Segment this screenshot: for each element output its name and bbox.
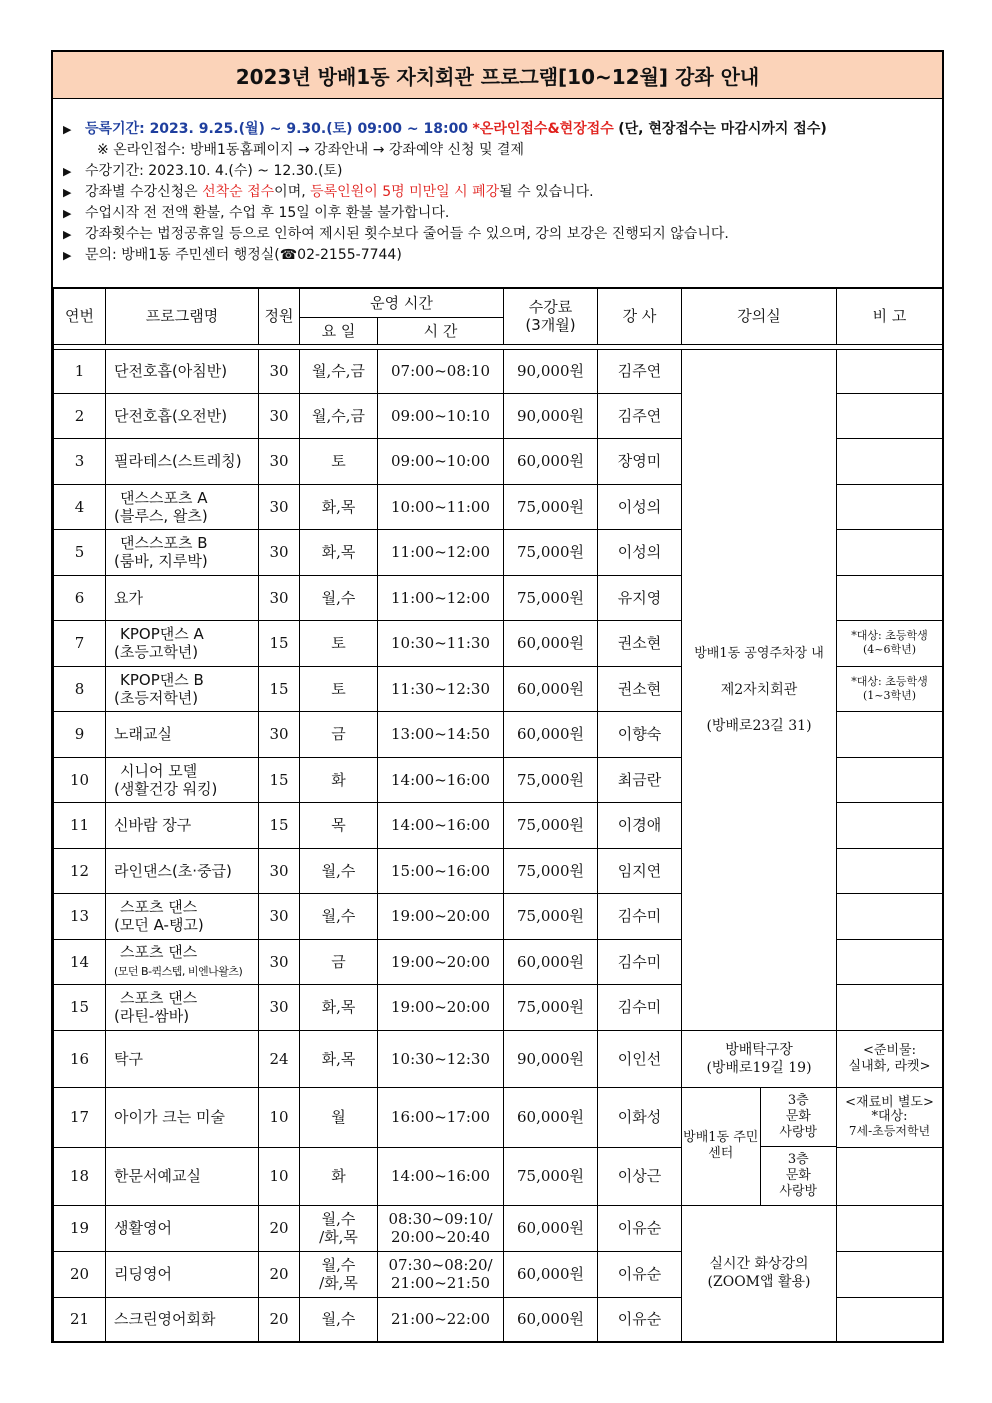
row-teacher: 이유순 bbox=[598, 1297, 682, 1341]
header-teacher: 강 사 bbox=[598, 289, 682, 344]
row-no: 5 bbox=[54, 529, 106, 575]
row-capacity: 20 bbox=[259, 1297, 300, 1341]
row-teacher: 이화성 bbox=[598, 1087, 682, 1147]
row-time: 07:00~08:10 bbox=[378, 349, 504, 393]
program-table bbox=[53, 289, 943, 1342]
row-program: 신바람 장구 bbox=[106, 802, 259, 848]
row-program: 아이가 크는 미술 bbox=[106, 1087, 259, 1147]
row-day: 월,수 /화,목 bbox=[300, 1205, 378, 1251]
row-capacity: 10 bbox=[259, 1147, 300, 1205]
row-capacity: 30 bbox=[259, 984, 300, 1030]
row-capacity: 30 bbox=[259, 711, 300, 757]
row-time: 11:30~12:30 bbox=[378, 666, 504, 711]
row-capacity: 15 bbox=[259, 666, 300, 711]
row-capacity: 30 bbox=[259, 939, 300, 984]
row-no: 3 bbox=[54, 438, 106, 484]
row-program: 라인댄스(초·중급) bbox=[106, 848, 259, 893]
room-culture: 3층 문화 사랑방 bbox=[779, 1151, 818, 1199]
header-program: 프로그램명 bbox=[106, 289, 259, 344]
header-day: 요 일 bbox=[300, 317, 378, 344]
header-no: 연번 bbox=[54, 289, 106, 344]
row-teacher: 이유순 bbox=[598, 1251, 682, 1297]
row-capacity: 30 bbox=[259, 349, 300, 393]
row-day: 화,목 bbox=[300, 1030, 378, 1087]
row-note bbox=[837, 939, 943, 984]
room-zoom: 실시간 화상강의 (ZOOM앱 활용) bbox=[682, 1205, 837, 1341]
bullet-triangle-icon: ▶ bbox=[63, 228, 72, 241]
row-fee: 75,000원 bbox=[504, 848, 598, 893]
row-time: 14:00~16:00 bbox=[378, 802, 504, 848]
row-program: 스크린영어회화 bbox=[106, 1297, 259, 1341]
row-fee: 60,000원 bbox=[504, 438, 598, 484]
row-teacher: 이향숙 bbox=[598, 711, 682, 757]
row-time: 11:00~12:00 bbox=[378, 529, 504, 575]
row-note bbox=[837, 984, 943, 1030]
row-time: 19:00~20:00 bbox=[378, 893, 504, 939]
row-note bbox=[837, 893, 943, 939]
row-day: 월,수 bbox=[300, 848, 378, 893]
row-teacher: 김주연 bbox=[598, 393, 682, 438]
row-no: 17 bbox=[54, 1087, 106, 1147]
row-no: 16 bbox=[54, 1030, 106, 1087]
row-capacity: 20 bbox=[259, 1205, 300, 1251]
row-day: 월,수,금 bbox=[300, 393, 378, 438]
row-fee: 75,000원 bbox=[504, 1147, 598, 1205]
notice-holiday: ▶ 강좌횟수는 법정공휴일 등으로 인하여 제시된 횟수보다 줄어들 수 있으며, 강의 보강은 진행되지 않습니다. bbox=[63, 224, 942, 245]
row-day: 화 bbox=[300, 757, 378, 802]
row-note bbox=[837, 349, 943, 393]
row-no: 1 bbox=[54, 349, 106, 393]
row-program: 노래교실 bbox=[106, 711, 259, 757]
row-program: 탁구 bbox=[106, 1030, 259, 1087]
row-capacity: 10 bbox=[259, 1087, 300, 1147]
row-note: <재료비 별도> *대상: 7세-초등저학년 bbox=[837, 1087, 943, 1147]
row-note bbox=[837, 393, 943, 438]
row-day: 토 bbox=[300, 438, 378, 484]
page-title: 2023년 방배1동 자치회관 프로그램[10~12월] 강좌 안내 bbox=[53, 52, 942, 99]
row-no: 15 bbox=[54, 984, 106, 1030]
row-capacity: 30 bbox=[259, 438, 300, 484]
row-fee: 75,000원 bbox=[504, 984, 598, 1030]
announcement-sheet bbox=[51, 50, 944, 1343]
row-fee: 60,000원 bbox=[504, 711, 598, 757]
row-note bbox=[837, 711, 943, 757]
header-fee: 수강료 (3개월) bbox=[504, 289, 598, 344]
row-teacher: 이경애 bbox=[598, 802, 682, 848]
row-fee: 90,000원 bbox=[504, 349, 598, 393]
row-day: 목 bbox=[300, 802, 378, 848]
row-note bbox=[837, 1297, 943, 1341]
header-room: 강의실 bbox=[682, 289, 837, 344]
row-fee: 75,000원 bbox=[504, 484, 598, 529]
row-program: 단전호흡(오전반) bbox=[106, 393, 259, 438]
row-day: 토 bbox=[300, 620, 378, 666]
row-no: 21 bbox=[54, 1297, 106, 1341]
row-capacity: 15 bbox=[259, 757, 300, 802]
row-teacher: 임지연 bbox=[598, 848, 682, 893]
row-teacher: 이성의 bbox=[598, 529, 682, 575]
row-fee: 75,000원 bbox=[504, 575, 598, 620]
notice-list bbox=[53, 99, 942, 289]
row-fee: 90,000원 bbox=[504, 393, 598, 438]
row-day: 금 bbox=[300, 711, 378, 757]
row-fee: 75,000원 bbox=[504, 802, 598, 848]
row-note: *대상: 초등학생 (4~6학년) bbox=[837, 620, 943, 666]
row-note bbox=[837, 438, 943, 484]
row-teacher: 장영미 bbox=[598, 438, 682, 484]
row-day: 금 bbox=[300, 939, 378, 984]
row-no: 4 bbox=[54, 484, 106, 529]
row-program: 스포츠 댄스 (모던 A-탱고) bbox=[106, 893, 259, 939]
row-fee: 75,000원 bbox=[504, 529, 598, 575]
row-time: 09:00~10:00 bbox=[378, 438, 504, 484]
row-teacher: 이성의 bbox=[598, 484, 682, 529]
row-capacity: 30 bbox=[259, 393, 300, 438]
row-no: 13 bbox=[54, 893, 106, 939]
row-capacity: 30 bbox=[259, 575, 300, 620]
row-capacity: 30 bbox=[259, 484, 300, 529]
room-main: 방배1동 공영주차장 내 제2자치회관 (방배로23길 31) bbox=[682, 349, 837, 1030]
row-teacher: 김수미 bbox=[598, 893, 682, 939]
row-fee: 90,000원 bbox=[504, 1030, 598, 1087]
row-note bbox=[837, 1251, 943, 1297]
row-program: 스포츠 댄스 (라틴-쌈바) bbox=[106, 984, 259, 1030]
header-time-group: 운영 시간 bbox=[300, 289, 504, 317]
row-note: *대상: 초등학생 (1~3학년) bbox=[837, 666, 943, 711]
row-no: 11 bbox=[54, 802, 106, 848]
room-culture: 3층 문화 사랑방 bbox=[760, 1088, 836, 1147]
notice-first-come: ▶ 강좌별 수강신청은 선착순 접수이며, 등록인원이 5명 미만일 시 폐강될 수 있습니다. bbox=[63, 182, 942, 203]
notice-period: ▶ 수강기간: 2023.10. 4.(수) ~ 12.30.(토) bbox=[63, 161, 942, 182]
row-program: 단전호흡(아침반) bbox=[106, 349, 259, 393]
header-time: 시 간 bbox=[378, 317, 504, 344]
row-time: 09:00~10:10 bbox=[378, 393, 504, 438]
row-day: 월,수 bbox=[300, 575, 378, 620]
row-teacher: 권소현 bbox=[598, 666, 682, 711]
room-center-name: 방배1동 주민센터 bbox=[682, 1088, 760, 1205]
row-teacher: 유지영 bbox=[598, 575, 682, 620]
notice-refund: ▶ 수업시작 전 전액 환불, 수업 후 15일 이후 환불 불가합니다. bbox=[63, 203, 942, 224]
row-teacher: 김수미 bbox=[598, 939, 682, 984]
row-no: 20 bbox=[54, 1251, 106, 1297]
row-program: KPOP댄스 B (초등저학년) bbox=[106, 666, 259, 711]
row-fee: 60,000원 bbox=[504, 1087, 598, 1147]
row-program: 스포츠 댄스 (모던 B-퀵스텝, 비엔나왈츠) bbox=[106, 939, 259, 984]
header-note: 비 고 bbox=[837, 289, 943, 344]
row-fee: 60,000원 bbox=[504, 620, 598, 666]
row-time: 10:00~11:00 bbox=[378, 484, 504, 529]
row-time: 08:30~09:10/ 20:00~20:40 bbox=[378, 1205, 504, 1251]
row-day: 화,목 bbox=[300, 484, 378, 529]
row-day: 월,수 /화,목 bbox=[300, 1251, 378, 1297]
row-program: 시니어 모델 (생활건강 워킹) bbox=[106, 757, 259, 802]
row-program: 리딩영어 bbox=[106, 1251, 259, 1297]
row-program: KPOP댄스 A (초등고학년) bbox=[106, 620, 259, 666]
row-note bbox=[837, 802, 943, 848]
row-note bbox=[837, 1205, 943, 1251]
row-note bbox=[837, 848, 943, 893]
notice-registration: ▶ 등록기간: 2023. 9.25.(월) ~ 9.30.(토) 09:00 ~ 18:00 *온라인접수&현장접수 (단, 현장접수는 마감시까지 접수) bbox=[63, 119, 942, 140]
row-fee: 60,000원 bbox=[504, 939, 598, 984]
row-no: 18 bbox=[54, 1147, 106, 1205]
bullet-triangle-icon: ▶ bbox=[63, 165, 72, 178]
bullet-triangle-icon: ▶ bbox=[63, 249, 72, 262]
row-day: 화,목 bbox=[300, 529, 378, 575]
row-time: 14:00~16:00 bbox=[378, 1147, 504, 1205]
row-time: 10:30~11:30 bbox=[378, 620, 504, 666]
row-no: 9 bbox=[54, 711, 106, 757]
row-time: 15:00~16:00 bbox=[378, 848, 504, 893]
row-time: 14:00~16:00 bbox=[378, 757, 504, 802]
row-time: 07:30~08:20/ 21:00~21:50 bbox=[378, 1251, 504, 1297]
room-center bbox=[682, 1087, 837, 1205]
row-day: 화,목 bbox=[300, 984, 378, 1030]
row-day: 화 bbox=[300, 1147, 378, 1205]
bullet-triangle-icon: ▶ bbox=[63, 123, 72, 136]
row-note bbox=[837, 484, 943, 529]
header-capacity: 정원 bbox=[259, 289, 300, 344]
row-time: 13:00~14:50 bbox=[378, 711, 504, 757]
row-no: 6 bbox=[54, 575, 106, 620]
row-fee: 60,000원 bbox=[504, 1205, 598, 1251]
row-capacity: 30 bbox=[259, 848, 300, 893]
row-day: 월,수,금 bbox=[300, 349, 378, 393]
row-day: 월,수 bbox=[300, 893, 378, 939]
bullet-triangle-icon: ▶ bbox=[63, 186, 72, 199]
row-note bbox=[837, 757, 943, 802]
row-time: 16:00~17:00 bbox=[378, 1087, 504, 1147]
row-program: 필라테스(스트레칭) bbox=[106, 438, 259, 484]
row-teacher: 최금란 bbox=[598, 757, 682, 802]
row-no: 19 bbox=[54, 1205, 106, 1251]
row-time: 11:00~12:00 bbox=[378, 575, 504, 620]
row-time: 19:00~20:00 bbox=[378, 939, 504, 984]
row-no: 2 bbox=[54, 393, 106, 438]
row-program: 생활영어 bbox=[106, 1205, 259, 1251]
row-no: 14 bbox=[54, 939, 106, 984]
row-teacher: 김수미 bbox=[598, 984, 682, 1030]
row-day: 토 bbox=[300, 666, 378, 711]
bullet-triangle-icon: ▶ bbox=[63, 207, 72, 220]
row-teacher: 김주연 bbox=[598, 349, 682, 393]
row-capacity: 15 bbox=[259, 802, 300, 848]
row-program: 댄스스포츠 A (블루스, 왈츠) bbox=[106, 484, 259, 529]
row-program: 댄스스포츠 B (룸바, 지루박) bbox=[106, 529, 259, 575]
row-fee: 60,000원 bbox=[504, 1251, 598, 1297]
row-capacity: 30 bbox=[259, 893, 300, 939]
notice-contact: ▶ 문의: 방배1동 주민센터 행정실(☎02-2155-7744) bbox=[63, 245, 942, 266]
row-capacity: 24 bbox=[259, 1030, 300, 1087]
row-time: 10:30~12:30 bbox=[378, 1030, 504, 1087]
room-center-split bbox=[682, 1088, 836, 1205]
notice-online: ※ 온라인접수: 방배1동홈페이지 → 강좌안내 → 강좌예약 신청 및 결제 bbox=[97, 142, 524, 158]
row-note: <준비물: 실내화, 라켓> bbox=[837, 1030, 943, 1087]
row-no: 7 bbox=[54, 620, 106, 666]
row-fee: 60,000원 bbox=[504, 666, 598, 711]
row-capacity: 15 bbox=[259, 620, 300, 666]
row-time: 19:00~20:00 bbox=[378, 984, 504, 1030]
row-note bbox=[837, 529, 943, 575]
row-note bbox=[837, 575, 943, 620]
row-fee: 75,000원 bbox=[504, 757, 598, 802]
row-capacity: 20 bbox=[259, 1251, 300, 1297]
row-no: 12 bbox=[54, 848, 106, 893]
row-note bbox=[837, 1147, 943, 1205]
room-pingpong: 방배탁구장 (방배로19길 19) bbox=[682, 1030, 837, 1087]
row-fee: 75,000원 bbox=[504, 893, 598, 939]
row-day: 월,수 bbox=[300, 1297, 378, 1341]
row-program: 한문서예교실 bbox=[106, 1147, 259, 1205]
row-teacher: 이인선 bbox=[598, 1030, 682, 1087]
row-fee: 60,000원 bbox=[504, 1297, 598, 1341]
row-no: 10 bbox=[54, 757, 106, 802]
row-teacher: 권소현 bbox=[598, 620, 682, 666]
row-teacher: 이상근 bbox=[598, 1147, 682, 1205]
row-time: 21:00~22:00 bbox=[378, 1297, 504, 1341]
row-day: 월 bbox=[300, 1087, 378, 1147]
row-capacity: 30 bbox=[259, 529, 300, 575]
row-program: 요가 bbox=[106, 575, 259, 620]
row-no: 8 bbox=[54, 666, 106, 711]
row-teacher: 이유순 bbox=[598, 1205, 682, 1251]
